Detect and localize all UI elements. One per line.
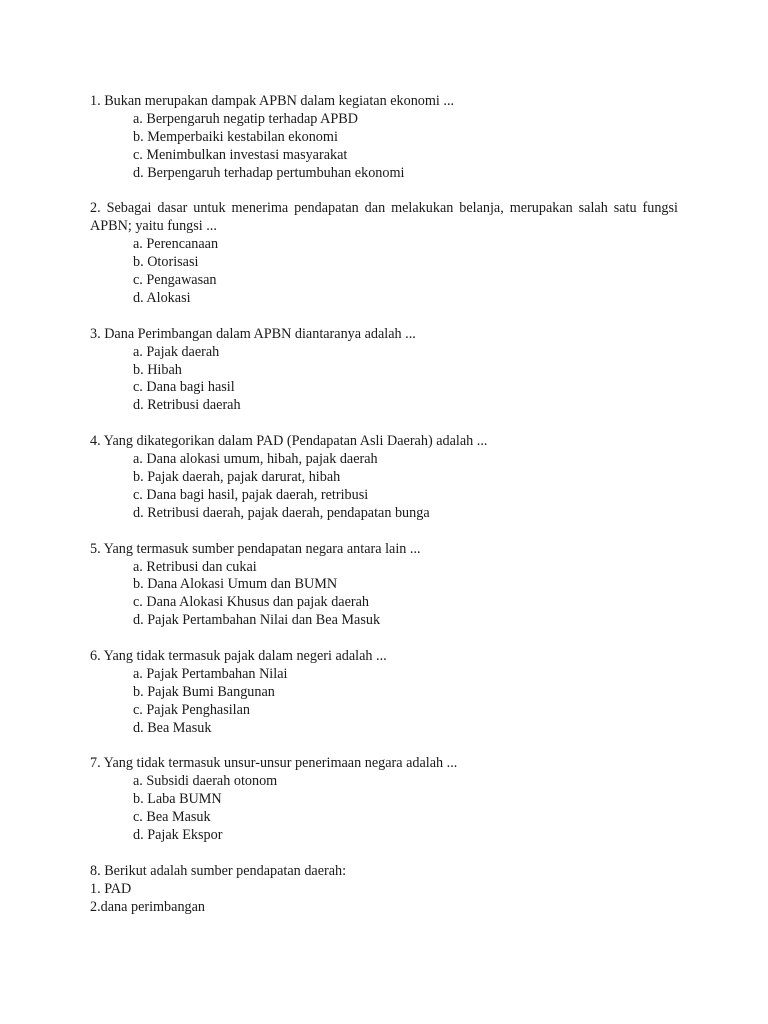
option-a: a. Perencanaan bbox=[133, 236, 219, 253]
answer-options bbox=[90, 236, 678, 308]
answer-options bbox=[90, 344, 678, 416]
option-c: c. Dana bagi hasil bbox=[133, 379, 235, 396]
list-item: 1. PAD bbox=[90, 880, 132, 897]
answer-options bbox=[90, 773, 678, 845]
option-b: b. Pajak Bumi Bangunan bbox=[133, 683, 275, 700]
question-text: 6. Yang tidak termasuk pajak dalam negeri adalah ... bbox=[90, 648, 387, 665]
question-7 bbox=[90, 755, 678, 845]
option-b: b. Hibah bbox=[133, 361, 182, 378]
option-b: b. Laba BUMN bbox=[133, 791, 222, 808]
question-text: 4. Yang dikategorikan dalam PAD (Pendapatan Asli Daerah) adalah ... bbox=[90, 433, 488, 450]
answer-options bbox=[90, 111, 678, 183]
option-c: c. Bea Masuk bbox=[133, 809, 211, 826]
question-2 bbox=[90, 200, 678, 307]
question-5 bbox=[90, 541, 678, 631]
question-text: 8. Berikut adalah sumber pendapatan daerah: bbox=[90, 862, 347, 879]
question-6 bbox=[90, 648, 678, 738]
option-a: a. Dana alokasi umum, hibah, pajak daerah bbox=[133, 451, 378, 468]
question-text: 1. Bukan merupakan dampak APBN dalam kegiatan ekonomi ... bbox=[90, 93, 455, 109]
option-a: a. Pajak Pertambahan Nilai bbox=[133, 665, 288, 682]
option-b: b. Pajak daerah, pajak darurat, hibah bbox=[133, 468, 341, 485]
question-text: 3. Dana Perimbangan dalam APBN diantaranya adalah ... bbox=[90, 325, 416, 342]
option-c: c. Menimbulkan investasi masyarakat bbox=[133, 146, 348, 163]
option-a: a. Subsidi daerah otonom bbox=[133, 773, 278, 790]
option-d: d. Retribusi daerah, pajak daerah, pendapatan bunga bbox=[133, 504, 430, 521]
answer-options bbox=[90, 559, 678, 631]
option-d: d. Alokasi bbox=[133, 289, 191, 306]
question-3 bbox=[90, 326, 678, 416]
option-a: a. Retribusi dan cukai bbox=[133, 558, 257, 575]
option-d: d. Bea Masuk bbox=[133, 719, 212, 736]
answer-options bbox=[90, 666, 678, 738]
option-c: c. Dana Alokasi Khusus dan pajak daerah bbox=[133, 594, 369, 611]
option-c: c. Dana bagi hasil, pajak daerah, retribusi bbox=[133, 486, 369, 503]
list-item: 2.dana perimbangan bbox=[90, 898, 206, 915]
document-page bbox=[90, 93, 678, 934]
question-text: 5. Yang termasuk sumber pendapatan negara antara lain ... bbox=[90, 540, 421, 557]
option-d: d. Pajak Ekspor bbox=[133, 827, 223, 844]
option-c: c. Pajak Penghasilan bbox=[133, 701, 251, 718]
option-d: d. Retribusi daerah bbox=[133, 397, 241, 414]
option-b: b. Dana Alokasi Umum dan BUMN bbox=[133, 576, 338, 593]
option-a: a. Berpengaruh negatip terhadap APBD bbox=[133, 110, 358, 127]
question-4 bbox=[90, 433, 678, 523]
income-source-list bbox=[90, 881, 678, 917]
option-a: a. Pajak daerah bbox=[133, 343, 220, 360]
option-b: b. Memperbaiki kestabilan ekonomi bbox=[133, 128, 338, 145]
question-text: 2. Sebagai dasar untuk menerima pendapatan dan melakukan belanja, merupakan salah satu fungsi APBN; yaitu fungsi ... bbox=[90, 200, 678, 235]
answer-options bbox=[90, 451, 678, 523]
question-8 bbox=[90, 863, 678, 917]
option-b: b. Otorisasi bbox=[133, 254, 199, 271]
option-c: c. Pengawasan bbox=[133, 272, 217, 289]
question-1 bbox=[90, 93, 678, 183]
option-d: d. Berpengaruh terhadap pertumbuhan ekonomi bbox=[133, 164, 405, 181]
question-text: 7. Yang tidak termasuk unsur-unsur penerimaan negara adalah ... bbox=[90, 755, 458, 772]
option-d: d. Pajak Pertambahan Nilai dan Bea Masuk bbox=[133, 612, 381, 629]
